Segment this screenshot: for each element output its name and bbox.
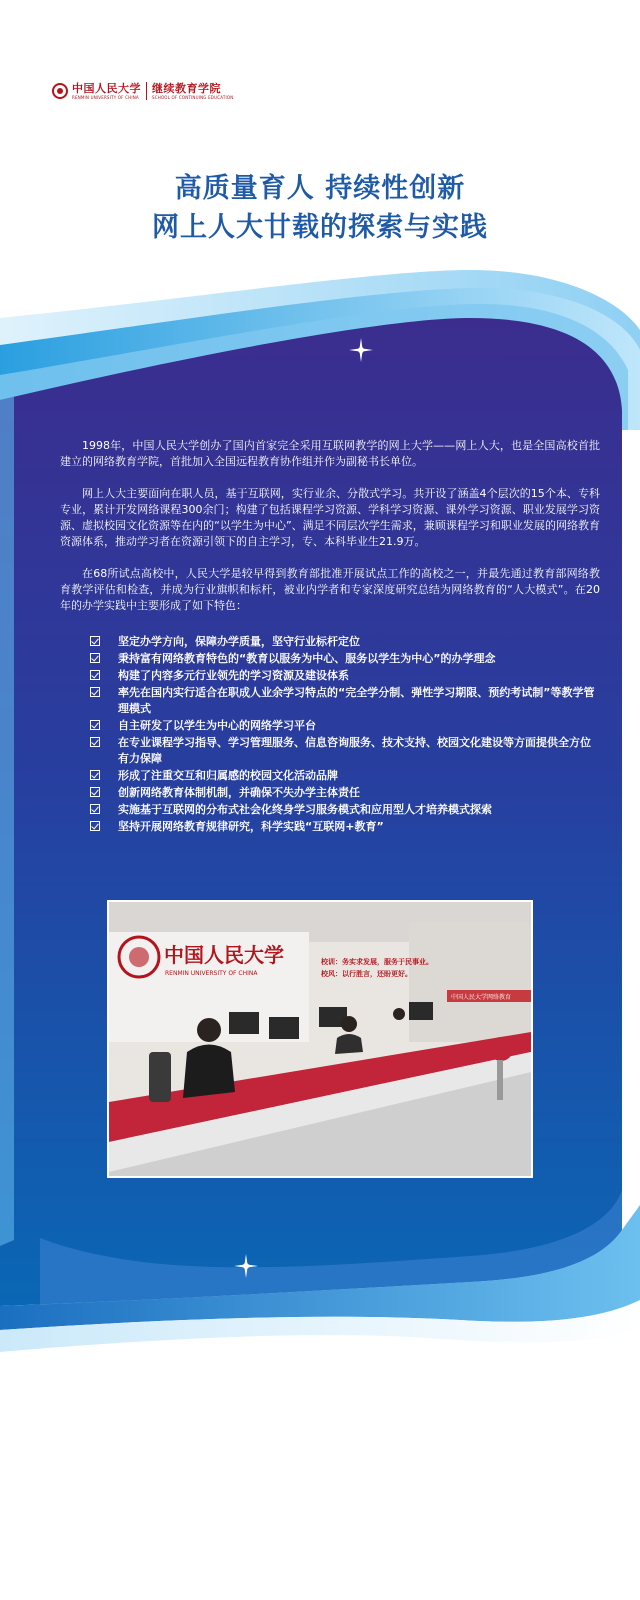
feature-item bbox=[90, 651, 600, 667]
checkbox-icon bbox=[90, 653, 100, 663]
checkbox-icon bbox=[90, 670, 100, 680]
feature-text: 自主研发了以学生为中心的网络学习平台 bbox=[118, 719, 316, 732]
checkbox-icon bbox=[90, 804, 100, 814]
feature-text: 创新网络教育体制机制，并确保不失办学主体责任 bbox=[118, 786, 360, 799]
office-photo bbox=[107, 900, 533, 1178]
checkbox-icon bbox=[90, 737, 100, 747]
feature-item bbox=[90, 718, 600, 734]
main-content bbox=[60, 438, 600, 836]
feature-text: 坚定办学方向，保障办学质量，坚守行业标杆定位 bbox=[118, 635, 360, 648]
university-name-en: RENMIN UNIVERSITY OF CHINA bbox=[72, 94, 139, 100]
feature-item bbox=[90, 735, 600, 767]
checkbox-icon bbox=[90, 821, 100, 831]
intro-paragraph-3: 在68所试点高校中，人民大学是较早得到教育部批准开展试点工作的高校之一，并最先通过教育部网络教育教学评估和检查，并成为行业旗帜和标杆，被业内学者和专家深度研究总结为网络教育的“人大模式”。在20年的办学实践中主要形成了如下特色： bbox=[60, 567, 600, 612]
office-photo-illustration bbox=[109, 902, 531, 1176]
university-name-cn: 中国人民大学 bbox=[72, 81, 141, 95]
feature-text: 实施基于互联网的分布式社会化终身学习服务模式和应用型人才培养模式探索 bbox=[118, 803, 492, 816]
checkbox-icon bbox=[90, 787, 100, 797]
feature-text: 坚持开展网络教育规律研究，科学实践“互联网+教育” bbox=[118, 820, 384, 833]
sparkle-icon bbox=[234, 1254, 258, 1278]
checkbox-icon bbox=[90, 770, 100, 780]
feature-item bbox=[90, 768, 600, 784]
university-name-block bbox=[72, 83, 141, 100]
feature-item bbox=[90, 819, 600, 835]
feature-text: 率先在国内实行适合在职成人业余学习特点的“完全学分制、弹性学习期限、预约考试制”等教学管理模式 bbox=[118, 686, 595, 715]
feature-list bbox=[60, 634, 600, 835]
feature-item bbox=[90, 634, 600, 650]
back-wall-sign: 中国人民大学网络教育 bbox=[451, 994, 512, 1001]
feature-item bbox=[90, 802, 600, 818]
university-seal-icon bbox=[52, 83, 68, 99]
feature-item bbox=[90, 668, 600, 684]
feature-item bbox=[90, 785, 600, 801]
feature-text: 形成了注重交互和归属感的校园文化活动品牌 bbox=[118, 769, 338, 782]
wall-sign-en: RENMIN UNIVERSITY OF CHINA bbox=[165, 970, 258, 977]
sparkle-icon bbox=[349, 338, 373, 362]
feature-item bbox=[90, 685, 600, 717]
school-name-block bbox=[152, 83, 233, 100]
checkbox-icon bbox=[90, 636, 100, 646]
page-title-line1: 高质量育人 持续性创新 bbox=[174, 173, 466, 204]
wall-sign-cn: 中国人民大学 bbox=[164, 943, 284, 967]
university-logo bbox=[52, 80, 233, 102]
motto-line-2: 校风：以行胜言，还盼更好。 bbox=[321, 970, 412, 978]
intro-paragraph-2: 网上人大主要面向在职人员，基于互联网，实行业余、分散式学习。共开设了涵盖4个层次的15个本、专科专业，累计开发网络课程300余门；构建了包括课程学习资源、学科学习资源、课外学习资源、职业发展学习资源、虚拟校园文化资源等在内的“以学生为中心”、满足不同层次学生需求，兼顾课程学习和职业发展的网络教育资源体系，推动学习者在资源引领下的自主学习，专、本科毕业生21.9万。 bbox=[60, 487, 600, 548]
feature-text: 在专业课程学习指导、学习管理服务、信息咨询服务、技术支持、校园文化建设等方面提供全方位有力保障 bbox=[118, 736, 591, 765]
page-title-line2: 网上人大廿载的探索与实践 bbox=[152, 212, 488, 243]
feature-text: 构建了内容多元行业领先的学习资源及建设体系 bbox=[118, 669, 349, 682]
school-name-en: SCHOOL OF CONTINUING EDUCATION bbox=[152, 94, 234, 100]
intro-paragraph-1: 1998年，中国人民大学创办了国内首家完全采用互联网教学的网上大学——网上人大，也是全国高校首批建立的网络教育学院，首批加入全国远程教育协作组并作为副秘书长单位。 bbox=[60, 439, 600, 468]
checkbox-icon bbox=[90, 687, 100, 697]
logo-divider bbox=[146, 82, 147, 100]
checkbox-icon bbox=[90, 720, 100, 730]
motto-line-1: 校训：务实求发展，服务于民事业。 bbox=[321, 958, 433, 966]
feature-text: 秉持富有网络教育特色的“教育以服务为中心、服务以学生为中心”的办学理念 bbox=[118, 652, 496, 665]
school-name-cn: 继续教育学院 bbox=[152, 81, 221, 95]
